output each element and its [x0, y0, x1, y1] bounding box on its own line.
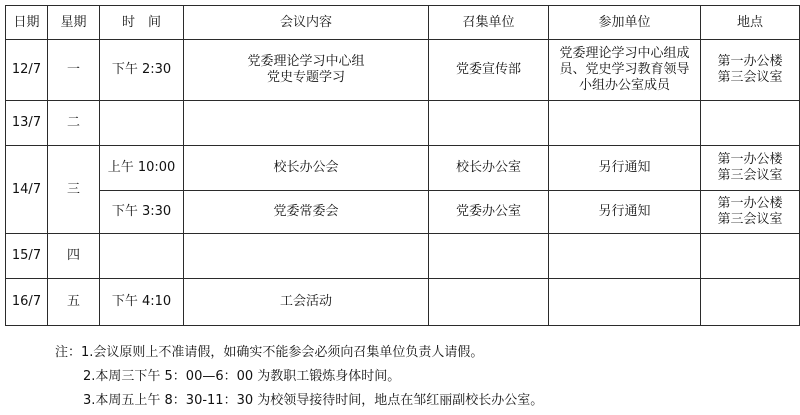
weekday-cell: 一 [48, 40, 100, 101]
header-time: 时 间 [100, 6, 184, 40]
location-cell [701, 234, 800, 279]
date-cell: 12/7 [6, 40, 48, 101]
content-cell [184, 234, 429, 279]
convener-cell: 校长办公室 [429, 146, 549, 191]
participants-cell [549, 40, 701, 101]
table-row [6, 279, 800, 326]
table-row [6, 191, 800, 234]
content-line: 党委理论学习中心组 [247, 54, 365, 69]
convener-cell: 党委宣传部 [429, 40, 549, 101]
content-line: 党史专题学习 [266, 70, 345, 85]
weekday-cell: 二 [48, 101, 100, 146]
participants-cell [549, 234, 701, 279]
header-participants: 参加单位 [549, 6, 701, 40]
note-line: 2.本周三下午 5：00—6：00 为教职工锻炼身体时间。 [83, 369, 401, 384]
time-cell: 下午 3:30 [100, 191, 184, 234]
table-row [6, 40, 800, 101]
time-cell [100, 101, 184, 146]
weekday-cell: 五 [48, 279, 100, 326]
table-row [6, 234, 800, 279]
schedule-notes [0, 341, 800, 413]
location-line: 第一办公楼 [717, 54, 783, 69]
time-cell: 下午 2:30 [100, 40, 184, 101]
participants-line: 员、党史学习教育领导 [559, 62, 690, 77]
content-cell: 工会活动 [184, 279, 429, 326]
time-cell: 下午 4:10 [100, 279, 184, 326]
date-cell: 15/7 [6, 234, 48, 279]
convener-cell [429, 101, 549, 146]
date-cell: 13/7 [6, 101, 48, 146]
location-line: 第一办公楼 [717, 196, 783, 211]
location-cell [701, 146, 800, 191]
participants-cell [549, 101, 701, 146]
table-row [6, 146, 800, 191]
content-cell: 党委常委会 [184, 191, 429, 234]
header-convener: 召集单位 [429, 6, 549, 40]
weekday-cell: 四 [48, 234, 100, 279]
time-cell [100, 234, 184, 279]
header-weekday: 星期 [48, 6, 100, 40]
header-row [6, 6, 800, 40]
note-line: 注：1.会议原则上不准请假，如确实不能参会必须向召集单位负责人请假。 [55, 345, 484, 360]
weekly-meeting-schedule-table [5, 5, 800, 326]
convener-cell: 党委办公室 [429, 191, 549, 234]
location-line: 第三会议室 [717, 70, 783, 85]
header-location: 地点 [701, 6, 800, 40]
participants-line: 小组办公室成员 [578, 78, 670, 93]
header-date: 日期 [6, 6, 48, 40]
header-content: 会议内容 [184, 6, 429, 40]
participants-cell [549, 279, 701, 326]
note-line: 3.本周五上午 8：30-11：30 为校领导接待时间，地点在邹红丽副校长办公室。 [83, 393, 544, 408]
location-cell [701, 40, 800, 101]
participants-line: 党委理论学习中心组成 [559, 46, 690, 61]
time-cell: 上午 10:00 [100, 146, 184, 191]
convener-cell [429, 234, 549, 279]
table-row [6, 101, 800, 146]
location-line: 第一办公楼 [717, 152, 783, 167]
participants-cell: 另行通知 [549, 146, 701, 191]
date-cell: 16/7 [6, 279, 48, 326]
location-line: 第三会议室 [717, 168, 783, 183]
date-cell: 14/7 [6, 146, 48, 234]
location-cell [701, 101, 800, 146]
convener-cell [429, 279, 549, 326]
location-cell [701, 279, 800, 326]
location-cell [701, 191, 800, 234]
content-cell: 校长办公会 [184, 146, 429, 191]
content-cell [184, 101, 429, 146]
participants-cell: 另行通知 [549, 191, 701, 234]
location-line: 第三会议室 [717, 212, 783, 227]
weekday-cell: 三 [48, 146, 100, 234]
content-cell [184, 40, 429, 101]
